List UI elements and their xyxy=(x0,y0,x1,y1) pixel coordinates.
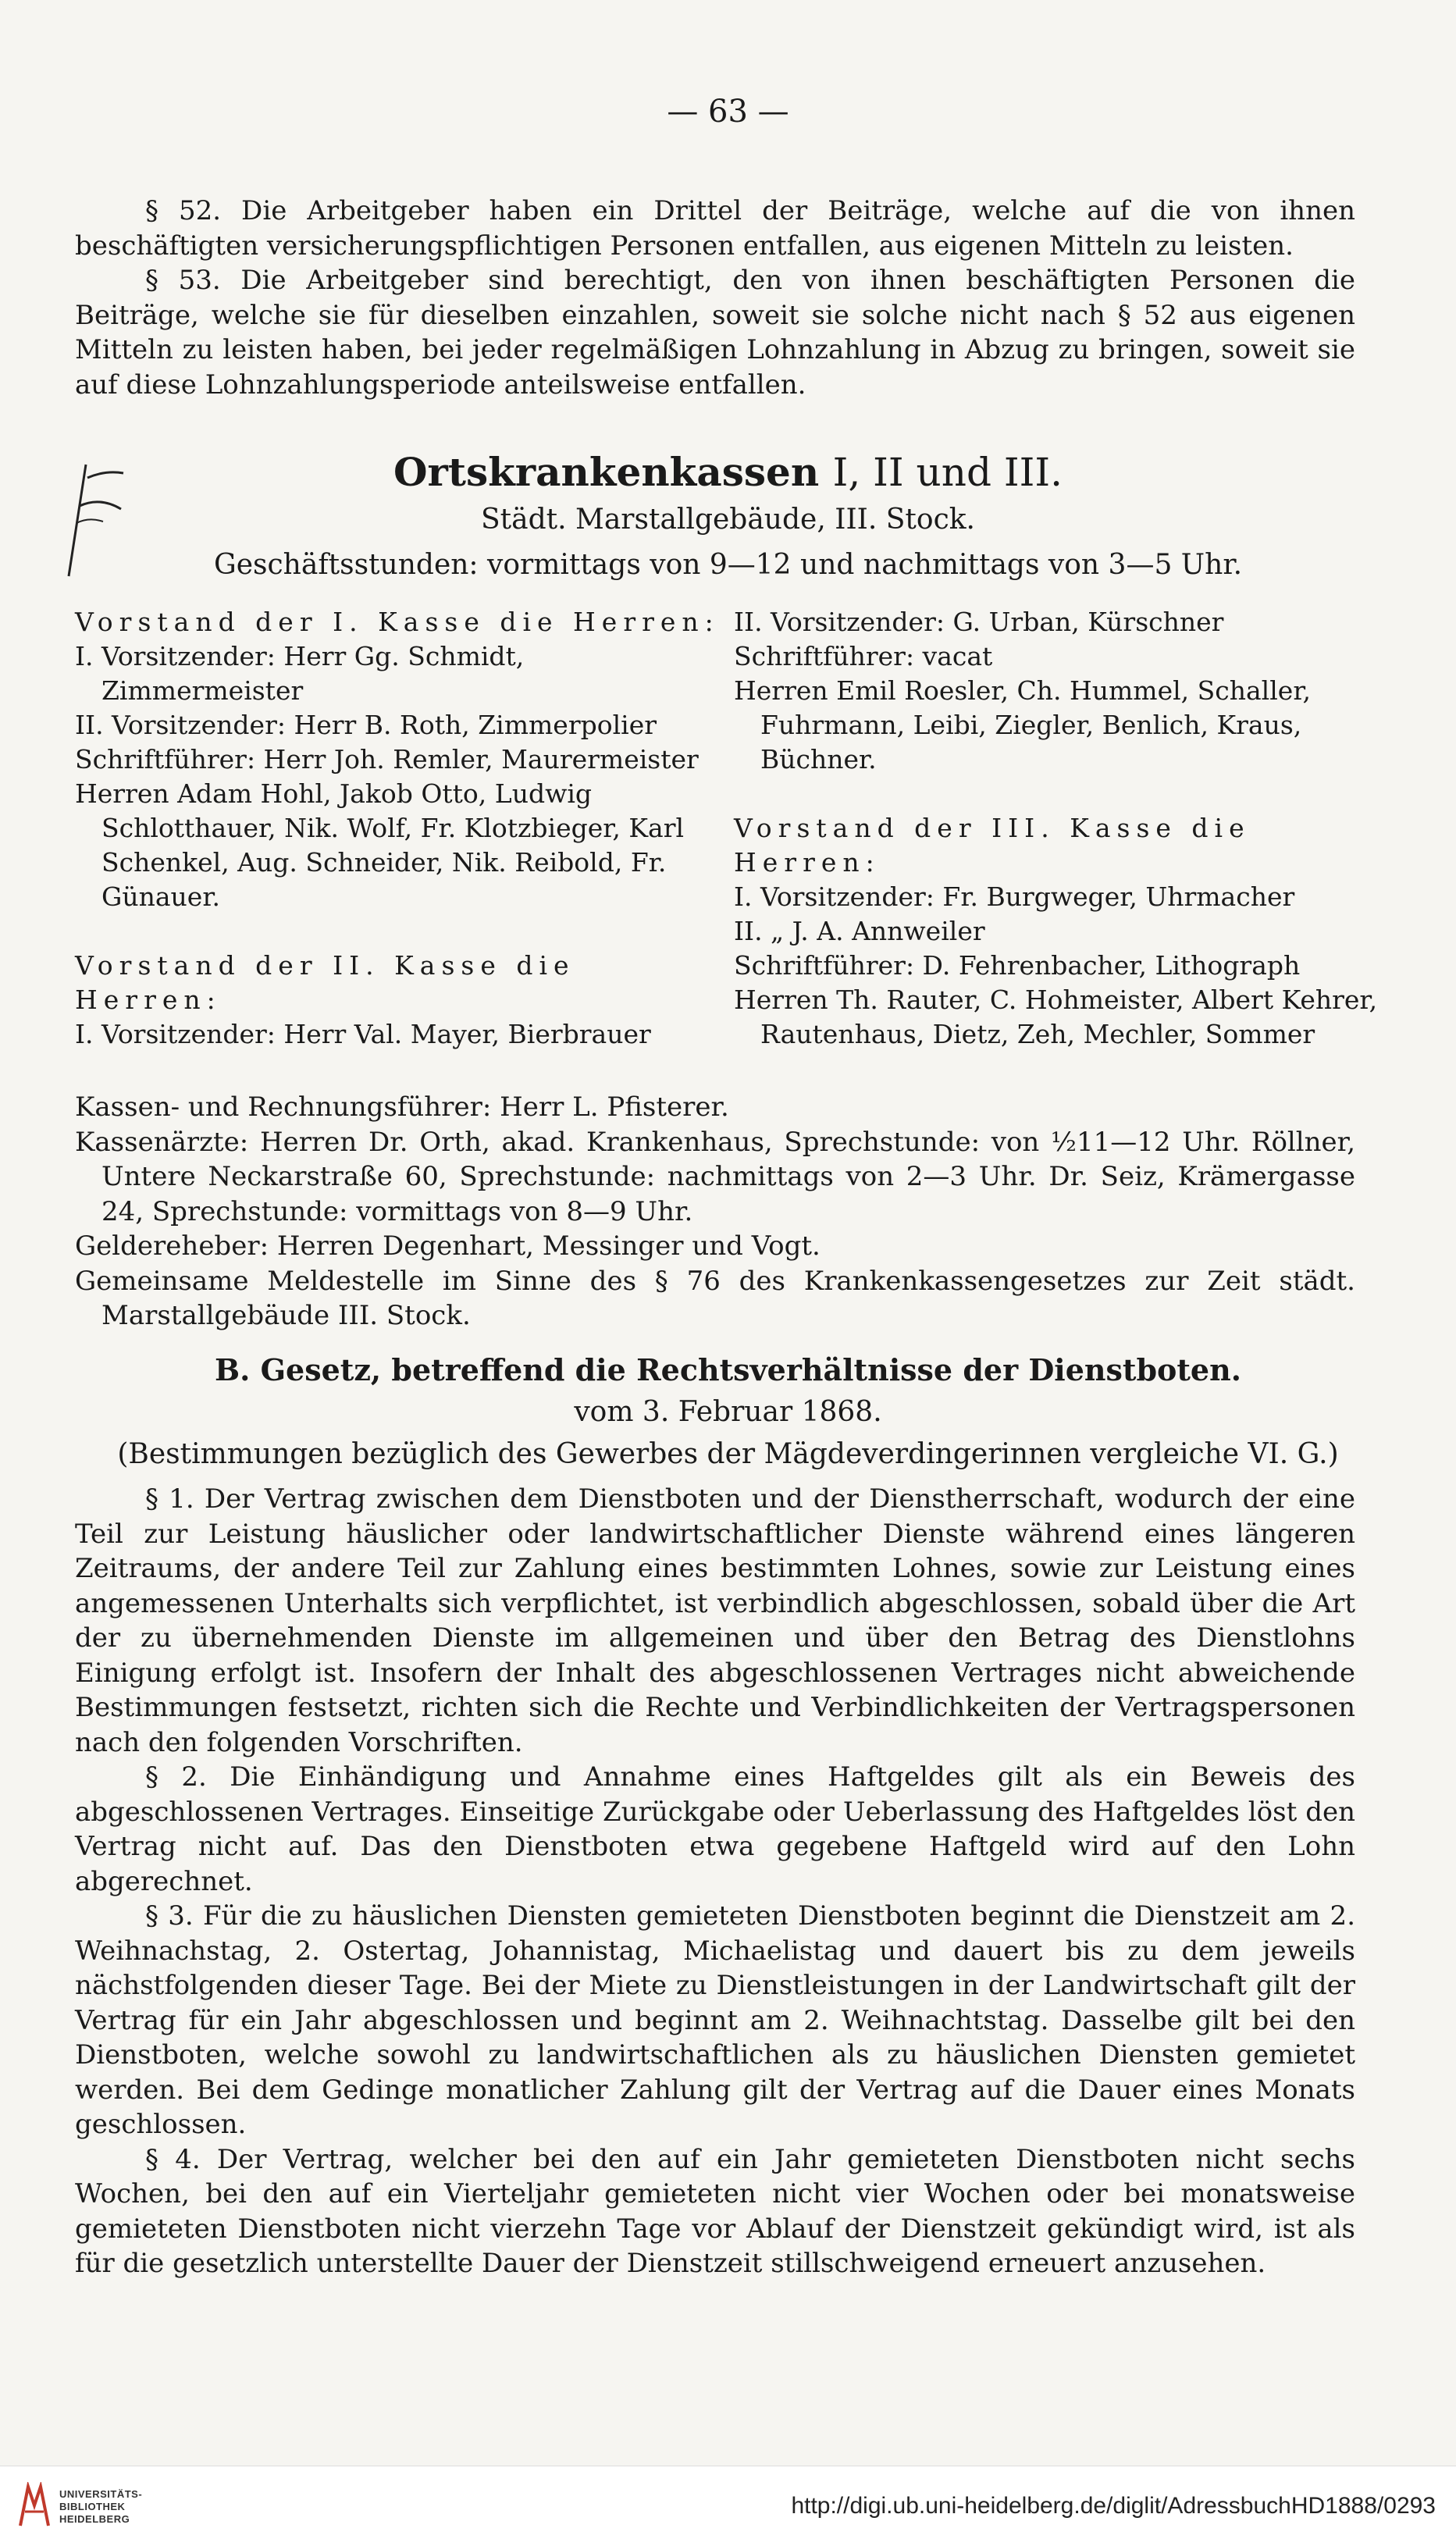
board-3-vice-chair: II. „ J. A. Annweiler xyxy=(734,916,985,946)
section-location: Städt. Marstallgebäude, III. Stock. xyxy=(480,504,975,536)
board-2-secretary: Schriftführer: vacat xyxy=(734,641,993,671)
board-2-members: Herren Emil Roesler, Ch. Hummel, Schaller, Fuhrmann, Leibi, Ziegler, Benlich, Kraus, Büchner. xyxy=(734,675,1311,774)
law-paragraphs xyxy=(75,1482,1355,2281)
board-3-chair: I. Vorsitzender: Fr. Burgweger, Uhrmacher xyxy=(734,881,1295,912)
staff-and-doctors xyxy=(75,1090,1355,1334)
viewer-footer xyxy=(0,2466,1456,2546)
library-logo-text: UNIVERSITÄTS- BIBLIOTHEK HEIDELBERG xyxy=(59,2488,143,2525)
board-1-secretary: Schriftführer: Herr Joh. Remler, Maurermeister xyxy=(75,744,699,774)
law-paragraph-2: § 2. Die Einhändigung und Annahme eines Haftgeldes gilt als ein Beweis des abgeschlossenen Vertrages. Einseitige Zurückgabe oder Ueberlassung des Haftgeldes löst den Vertrag nicht auf. Das den Dienstboten etwa gegebene Haftgeld wird auf den Lohn abgerechnet. xyxy=(75,1761,1355,1897)
board-1-vice-chair: II. Vorsitzender: Herr B. Roth, Zimmerpolier xyxy=(75,710,657,740)
right-column xyxy=(734,605,1382,1052)
section-title-ortskrankenkassen: Ortskrankenkassen I, II und III. xyxy=(393,449,1063,495)
left-column xyxy=(75,605,723,1052)
board-2-chair: I. Vorsitzender: Herr Val. Mayer, Bierbrauer xyxy=(75,1019,651,1049)
law-date: vom 3. Februar 1868. xyxy=(574,1396,882,1428)
registration-office-line: Gemeinsame Meldestelle im Sinne des § 76 des Krankenkassengesetzes zur Zeit städt. Marstallgebäude III. Stock. xyxy=(75,1265,1355,1331)
page-number: — 63 — xyxy=(667,94,789,130)
board-2-vice-chair: II. Vorsitzender: G. Urban, Kürschner xyxy=(734,607,1224,637)
law-paragraph-1: § 1. Der Vertrag zwischen dem Dienstboten und der Dienstherrschaft, wodurch der eine Teil zur Leistung häuslicher oder landwirtschaftlicher Dienste während eines längeren Zeitraums, der andere Teil zur Zahlung eines bestimmten Lohnes, sowie zur Leistung eines angemessenen Unterhalts sich verpflichtet, ist verbindlich abgeschlossen, sobald über die Art der zu übernehmenden Dienste im allgemeinen und über den Betrag des Dienstlohns Einigung erfolgt ist. Insofern der Inhalt des abgeschlossenen Vertrages nicht abweichende Bestimmungen festsetzt, richten sich die Rechte und Verbindlichkeiten der Vertragspersonen nach den folgenden Vorschriften. xyxy=(75,1483,1355,1758)
board-2-heading: Vorstand der II. Kasse die Herren: xyxy=(75,950,575,1015)
top-paragraphs xyxy=(75,194,1355,402)
permalink-url[interactable]: http://digi.ub.uni-heidelberg.de/diglit/AdressbuchHD1888/0293 xyxy=(791,2493,1436,2519)
paragraph-52: § 52. Die Arbeitgeber haben ein Drittel der Beiträge, welche auf die von ihnen beschäftigten versicherungspflichtigen Personen entfallen, aus eigenen Mitteln zu leisten. xyxy=(75,195,1355,262)
board-3-heading: Vorstand der III. Kasse die Herren: xyxy=(734,813,1251,878)
board-3-members: Herren Th. Rauter, C. Hohmeister, Albert Kehrer, Rautenhaus, Dietz, Zeh, Mechler, Sommer xyxy=(734,985,1378,1049)
law-note: (Bestimmungen bezüglich des Gewerbes der Mägdeverdingerinnen vergleiche VI. G.) xyxy=(117,1438,1339,1470)
law-paragraph-4: § 4. Der Vertrag, welcher bei den auf ein Jahr gemieteten Dienstboten nicht sechs Wochen, bei den auf ein Vierteljahr gemieteten nicht vier Wochen oder bei monatsweise gemieteten Dienstboten nicht vierzehn Tage vor Ablauf der Dienstzeit gekündigt wird, ist als für die gesetzlich unterstellte Dauer der Dienstzeit stillschweigend erneuert anzusehen. xyxy=(75,2143,1355,2279)
business-hours: Geschäftsstunden: vormittags von 9—12 und nachmittags von 3—5 Uhr. xyxy=(213,549,1243,581)
treasurer-line: Kassen- und Rechnungsführer: Herr L. Pfisterer. xyxy=(75,1091,729,1123)
doctors-line: Kassenärzte: Herren Dr. Orth, akad. Krankenhaus, Sprechstunde: von ½11—12 Uhr. Röllner, Untere Neckarstraße 60, Sprechstunde: nachmittags von 2—3 Uhr. Dr. Seiz, Krämergasse 24, Sprechstunde: vormittags von 8—9 Uhr. xyxy=(75,1126,1355,1227)
law-paragraph-3: § 3. Für die zu häuslichen Diensten gemieteten Dienstboten beginnt die Dienstzeit am 2. Weihnachstag, 2. Ostertag, Johannistag, Michaelistag und dauert bis zu dem jeweils nächstfolgenden dieser Tage. Bei der Miete zu Dienstleistungen in der Landwirtschaft gilt der Vertrag für ein Jahr abgeschlossen und beginnt am 2. Weihnachtstag. Dasselbe gilt bei den Dienstboten, welche sowohl zu landwirtschaftlichen als zu häuslichen Diensten gemietet werden. Bei dem Gedinge monatlicher Zahlung gilt der Vertrag auf die Dauer eines Monats geschlossen. xyxy=(75,1900,1355,2140)
university-library-logo-icon xyxy=(17,2482,52,2529)
section-title-dienstboten-law: B. Gesetz, betreffend die Rechtsverhältnisse der Dienstboten. xyxy=(215,1352,1241,1387)
board-3-secretary: Schriftführer: D. Fehrenbacher, Lithograph xyxy=(734,950,1301,981)
paragraph-53: § 53. Die Arbeitgeber sind berechtigt, den von ihnen beschäftigten Personen die Beiträge, welche sie für dieselben einzahlen, soweit sie solche nicht nach § 52 aus eigenen Mitteln zu leisten haben, bei jeder regelmäßigen Lohnzahlung in Abzug zu bringen, soweit sie auf diese Lohnzahlungsperiode anteilsweise entfallen. xyxy=(75,265,1355,401)
board-1-members: Herren Adam Hohl, Jakob Otto, Ludwig Schlotthauer, Nik. Wolf, Fr. Klotzbieger, Karl Schenkel, Aug. Schneider, Nik. Reibold, Fr. Günauer. xyxy=(75,778,685,912)
collectors-line: Geldereheber: Herren Degenhart, Messinger und Vogt. xyxy=(75,1230,821,1262)
board-1-heading: Vorstand der I. Kasse die Herren: xyxy=(75,607,720,637)
board-1-chair: I. Vorsitzender: Herr Gg. Schmidt, Zimmermeister xyxy=(75,641,525,706)
